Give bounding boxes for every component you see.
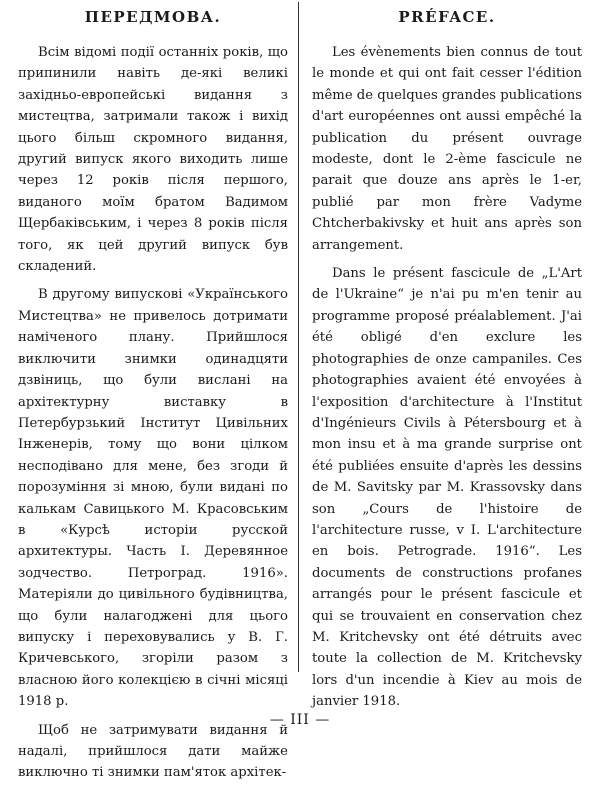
french-paragraph-2: Dans le présent fascicule de „L'Art de l'Ukraine“ je n'ai pu m'en tenir au programme proposé préalablement. J'ai été obligé d'en exclure les photographies de onze campaniles. Ces photographies avaient été envoyées à l'exposition d'architecture à l'Institut d'Ingénieurs Civils à Pétersbourg et à mon insu et à ma grande surprise ont été publiées ensuite d'après les dessins de M. Savitsky par M. Krassovsky dans son „Cours de l'histoire de l'architecture russe, v I. L'architecture en bois. Petrograde. 1916“. Les documents de constructions profanes arrangés pour le présent fascicule et qui se trouvaient en conservation chez M. Kritchevsky ont été détruits avec toute la collection de M. Kritchevsky lors d'un incendie à Kiev au mois de janvier 1918. [312,266,582,710]
column-divider [298,2,299,672]
french-heading: PRÉFACE. [398,8,496,26]
french-paragraph-1: Les évènements bien connus de tout le monde et qui ont fait cesser l'édition même de quelques grandes publications d'art européennes ont aussi empêché la publication du présent ouvrage modeste, dont le 2-ème fascicule ne parait que douze ans après le 1-er, publié par mon frère Vadyme Chtcherbakivsky et huit ans après son arrangement. [312,45,582,253]
ukrainian-paragraph-3: Щоб не затримувати видання й надалі, прийшлося дати майже виключно ті знимки пам'яток архітек- [18,722,288,781]
ukrainian-heading: ПЕРЕДМОВА. [84,8,222,26]
ukrainian-paragraph-1: Всім відомі події останніх років, що припинили навіть де-які великі західньо-европейські видання з мистецтва, затримали також і вихід цього більш скромного видання, другий випуск якого виходить лише через 12 років після першого, виданого моїм братом Вадимом Щербаківським, і через 8 років після того, як цей другий випуск був складений. [18,45,288,275]
ukrainian-column [18,6,288,791]
page-number: — III — [269,712,331,728]
ukrainian-paragraph-2: В другому випускові «Українського Мистецтва» не привелось дотримати наміченого плану. Прийшлося виключити знимки одинадцяти дзвіниць, що були вислані на архітектурну виставку в Петербурзький Інститут Цивільних Інженерів, тому що вони цілком несподівано для мене, без згоди й порозуміння зі мною, були видані по калькам Савицького М. Красовським в «Курсѣ исторіи русской архитектуры. Часть I. Деревянное зодчество. Петроград. 1916». Матеріяли до цивільного будівництва, що були налагоджені для цього випуску і переховувались у В. Г. Кричевського, згоріли разом з власною його колекцією в січні місяці 1918 р. [18,287,288,710]
french-column [312,6,582,720]
